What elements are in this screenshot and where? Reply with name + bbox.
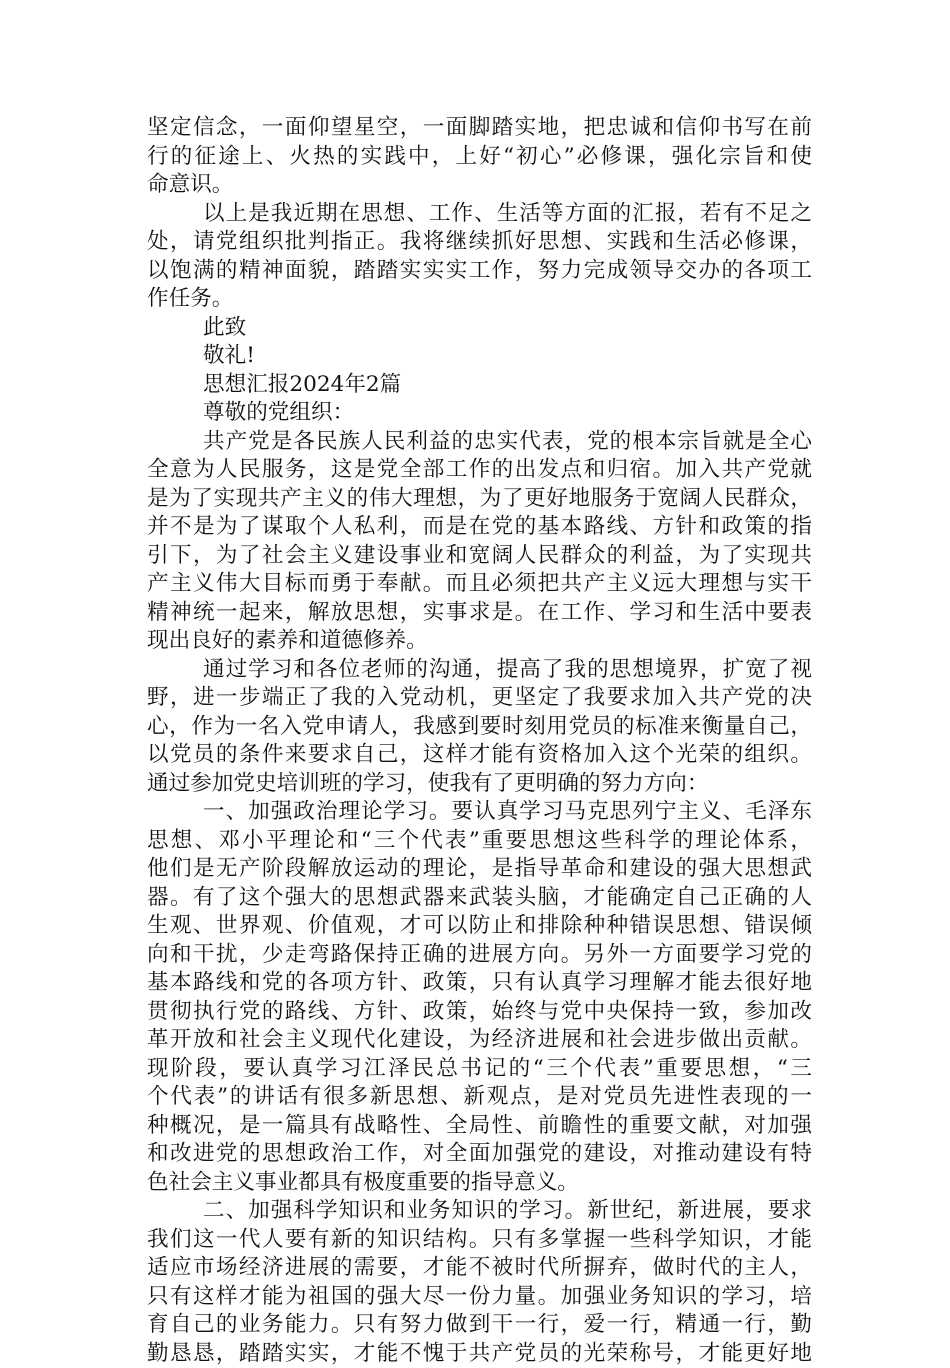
- text-line: 思想汇报2024年2篇: [147, 371, 812, 400]
- text-line: 共产党是各民族人民利益的忠实代表，党的根本宗旨就是全心: [147, 428, 812, 457]
- text-line: 现出良好的素养和道德修养。: [147, 627, 812, 656]
- text-line: 器。有了这个强大的思想武器来武装头脑，才能确定自己正确的人: [147, 884, 812, 913]
- text-line: 色社会主义事业都具有极度重要的指导意义。: [147, 1169, 812, 1198]
- text-line: 现阶段，要认真学习江泽民总书记的“三个代表”重要思想，“三: [147, 1055, 812, 1084]
- text-line: 革开放和社会主义现代化建设，为经济进展和社会进步做出贡献。: [147, 1026, 812, 1055]
- text-line: 以党员的条件来要求自己，这样才能有资格加入这个光荣的组织。: [147, 741, 812, 770]
- text-line: 通过参加党史培训班的学习，使我有了更明确的努力方向：: [147, 770, 812, 799]
- text-line: 种概况，是一篇具有战略性、全局性、前瞻性的重要文献，对加强: [147, 1112, 812, 1141]
- text-line: 坚定信念，一面仰望星空，一面脚踏实地，把忠诚和信仰书写在前: [147, 114, 812, 143]
- text-line: 处，请党组织批判指正。我将继续抓好思想、实践和生活必修课，: [147, 228, 812, 257]
- text-line: 心，作为一名入党申请人，我感到要时刻用党员的标准来衡量自己，: [147, 713, 812, 742]
- text-line: 通过学习和各位老师的沟通，提高了我的思想境界，扩宽了视: [147, 656, 812, 685]
- text-line: 向和干扰，少走弯路保持正确的进展方向。另外一方面要学习党的: [147, 941, 812, 970]
- text-line: 精神统一起来，解放思想，实事求是。在工作、学习和生活中要表: [147, 599, 812, 628]
- text-line: 我们这一代人要有新的知识结构。只有多掌握一些科学知识，才能: [147, 1226, 812, 1255]
- text-line: 只有这样才能为祖国的强大尽一份力量。加强业务知识的学习，培: [147, 1283, 812, 1312]
- text-line: 育自己的业务能力。只有努力做到干一行，爱一行，精通一行，勤: [147, 1311, 812, 1340]
- text-line: 野，进一步端正了我的入党动机，更坚定了我要求加入共产党的决: [147, 684, 812, 713]
- text-line: 贯彻执行党的路线、方针、政策，始终与党中央保持一致，参加改: [147, 998, 812, 1027]
- text-line: 适应市场经济进展的需要，才能不被时代所摒弃，做时代的主人，: [147, 1254, 812, 1283]
- text-line: 勤恳恳，踏踏实实，才能不愧于共产党员的光荣称号，才能更好地: [147, 1340, 812, 1368]
- text-line: 他们是无产阶段解放运动的理论，是指导革命和建设的强大思想武: [147, 855, 812, 884]
- text-line: 行的征途上、火热的实践中，上好“初心”必修课，强化宗旨和使: [147, 143, 812, 172]
- text-line: 一、加强政治理论学习。要认真学习马克思列宁主义、毛泽东: [147, 798, 812, 827]
- text-line: 作任务。: [147, 285, 812, 314]
- text-line: 是为了实现共产主义的伟大理想，为了更好地服务于宽阔人民群众，: [147, 485, 812, 514]
- text-line: 全意为人民服务，这是党全部工作的出发点和归宿。加入共产党就: [147, 456, 812, 485]
- text-line: 生观、世界观、价值观，才可以防止和排除种种错误思想、错误倾: [147, 912, 812, 941]
- text-line: 个代表”的讲话有很多新思想、新观点，是对党员先进性表现的一: [147, 1083, 812, 1112]
- text-line: 并不是为了谋取个人私利，而是在党的基本路线、方针和政策的指: [147, 513, 812, 542]
- text-line: 基本路线和党的各项方针、政策，只有认真学习理解才能去很好地: [147, 969, 812, 998]
- text-line: 敬礼!: [147, 342, 812, 371]
- text-line: 此致: [147, 314, 812, 343]
- text-line: 以上是我近期在思想、工作、生活等方面的汇报，若有不足之: [147, 200, 812, 229]
- document-page: [147, 114, 812, 1368]
- text-line: 尊敬的党组织：: [147, 399, 812, 428]
- text-line: 二、加强科学知识和业务知识的学习。新世纪，新进展，要求: [147, 1197, 812, 1226]
- text-line: 引下，为了社会主义建设事业和宽阔人民群众的利益，为了实现共: [147, 542, 812, 571]
- text-line: 产主义伟大目标而勇于奉献。而且必须把共产主义远大理想与实干: [147, 570, 812, 599]
- text-line: 命意识。: [147, 171, 812, 200]
- text-line: 思想、邓小平理论和“三个代表”重要思想这些科学的理论体系，: [147, 827, 812, 856]
- text-line: 和改进党的思想政治工作，对全面加强党的建设，对推动建设有特: [147, 1140, 812, 1169]
- text-line: 以饱满的精神面貌，踏踏实实实工作，努力完成领导交办的各项工: [147, 257, 812, 286]
